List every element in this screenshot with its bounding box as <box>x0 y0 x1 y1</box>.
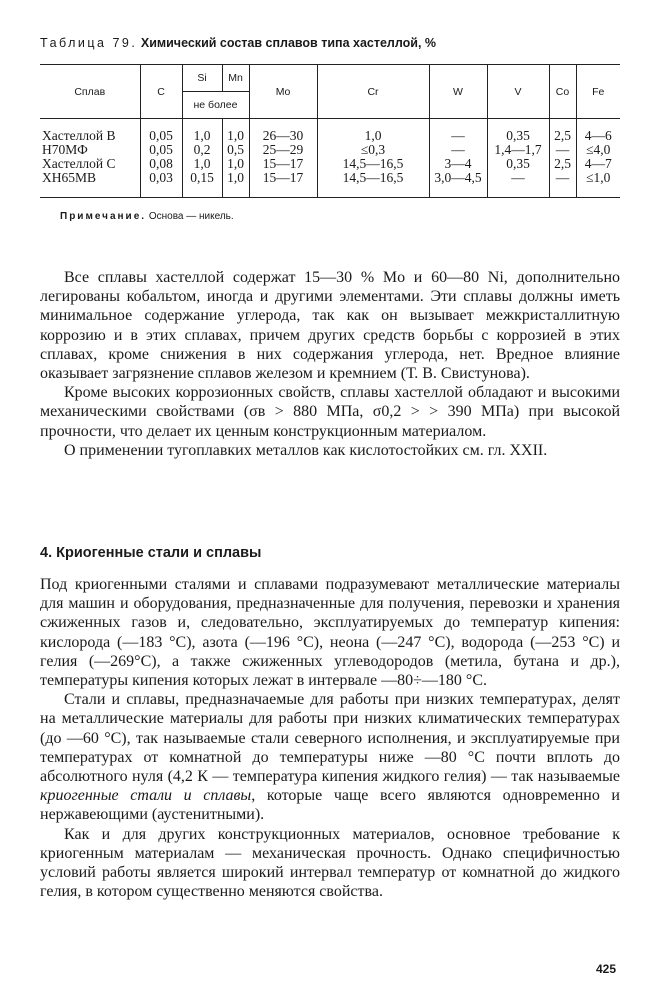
section-heading: 4. Криогенные стали и сплавы <box>40 545 262 561</box>
header-alloy: Сплав <box>40 65 140 119</box>
cell-w: — <box>429 129 487 143</box>
cell-cr: 14,5—16,5 <box>317 171 429 198</box>
paragraph: Кроме высоких коррозионных свойств, сплавы хастеллой обладают и высокими механическими свойствами (σв > 880 МПа, σ0,2 > > 390 МПа) при высокой прочности, что делает их ценным конструкционным материалом. <box>40 384 620 440</box>
cell-cr: ≤0,3 <box>317 143 429 157</box>
cell-mn: 1,0 <box>222 157 249 171</box>
header-co: Co <box>549 65 576 119</box>
cell-co: — <box>549 171 576 198</box>
table-caption-label: Таблица 79. <box>40 36 138 50</box>
cell-fe: ≤1,0 <box>576 171 620 198</box>
cell-mo: 15—17 <box>249 157 317 171</box>
cell-w: — <box>429 143 487 157</box>
table-row <box>40 129 620 143</box>
paragraph-text: Стали и сплавы, предназначаемые для работы при низких температурах, делят на металлические материалы для работы при низких климатических температурах (до —60 °С), так называемые стали северного исполнения, и эксплуатируемые при температурах от комнатной до температуры ниже —80 °С почти вплоть до абсолютного нуля (4,2 К — температура кипения жидкого гелия) — так называемые <box>40 691 620 786</box>
cell-w: 3,0—4,5 <box>429 171 487 198</box>
cell-mn: 1,0 <box>222 129 249 143</box>
cell-cr: 1,0 <box>317 129 429 143</box>
table-row <box>40 157 620 171</box>
cell-mn: 1,0 <box>222 171 249 198</box>
cell-alloy: ХН65МВ <box>42 170 97 185</box>
header-fe: Fe <box>576 65 620 119</box>
cell-c: 0,08 <box>140 157 182 171</box>
cell-si: 0,15 <box>182 171 222 198</box>
cell-si: 0,2 <box>182 143 222 157</box>
cell-mo: 15—17 <box>249 171 317 198</box>
cell-fe: ≤4,0 <box>576 143 620 157</box>
table-caption-title: Химический состав сплавов типа хастеллой, % <box>140 36 437 50</box>
header-cr: Cr <box>317 65 429 119</box>
cell-v: — <box>487 171 549 198</box>
table-row <box>40 171 620 198</box>
paragraph: О применении тугоплавких металлов как кислотостойких см. гл. XXII. <box>64 441 548 459</box>
cell-si: 1,0 <box>182 129 222 143</box>
header-w: W <box>429 65 487 119</box>
cell-alloy: Хастеллой В <box>42 128 116 143</box>
cell-co: — <box>549 143 576 157</box>
table-caption <box>40 36 620 50</box>
cell-fe: 4—6 <box>576 129 620 143</box>
table-note-text: Основа — никель. <box>148 211 234 222</box>
header-c: C <box>140 65 182 119</box>
cell-fe: 4—7 <box>576 157 620 171</box>
paragraph-text: , которые чаще всего являются одновременно и нержавеющими (аустенитными). <box>40 787 620 824</box>
cell-v: 0,35 <box>487 129 549 143</box>
header-max-note: не более <box>182 92 249 119</box>
table-note <box>40 198 620 226</box>
cell-v: 1,4—1,7 <box>487 143 549 157</box>
table-note-label: Примечание. <box>60 211 147 222</box>
paragraph: Как и для других конструкционных материалов, основное требование к криогенным материалам — механическая прочность. Однако специфичностью условий работы является широкий интервал температур от комнатной до жидкого гелия, в котором существенно меняются свойства. <box>40 825 620 901</box>
text-block-bottom <box>40 575 620 901</box>
header-v: V <box>487 65 549 119</box>
cell-cr: 14,5—16,5 <box>317 157 429 171</box>
header-mn: Mn <box>222 65 249 92</box>
cell-mn: 0,5 <box>222 143 249 157</box>
paragraph: Все сплавы хастеллой содержат 15—30 % Mo и 60—80 Ni, дополнительно легированы кобальтом, иногда и другими элементами. Эти сплавы должны иметь минимальное содержание углерода, так как он вызывает межкристаллитную коррозию и в этих сплавах, причем других средств борьбы с коррозией в этих сплавах, кроме снижения в них содержания углерода, нет. Вредное влияние оказывает загрязнение сплавов железом и кремнием (Т. В. Свистунова). <box>40 269 620 383</box>
cell-alloy: Н70МФ <box>42 142 88 157</box>
paragraph <box>40 690 620 824</box>
cell-c: 0,05 <box>140 129 182 143</box>
cell-si: 1,0 <box>182 157 222 171</box>
cell-mo: 25—29 <box>249 143 317 157</box>
paragraph: Под криогенными сталями и сплавами подразумевают металлические материалы для машин и оборудования, предназначенные для получения, перевозки и хранения сжиженных газов и, следовательно, эксплуатируемых до температур кипения: кислорода (—183 °С), азота (—196 °С), неона (—247 °С), водорода (—253 °С) и гелия (—269°С), а также сжиженных углеводородов (метила, бутана и др.), температуры кипения которых лежат в интервале —80÷—180 °С. <box>40 576 620 690</box>
cell-c: 0,05 <box>140 143 182 157</box>
page-number: 425 <box>595 962 616 976</box>
cell-c: 0,03 <box>140 171 182 198</box>
cell-co: 2,5 <box>549 129 576 143</box>
table-row <box>40 143 620 157</box>
cell-alloy: Хастеллой С <box>42 156 116 171</box>
cell-co: 2,5 <box>549 157 576 171</box>
cell-mo: 26—30 <box>249 129 317 143</box>
composition-table <box>40 64 620 225</box>
header-mo: Mo <box>249 65 317 119</box>
emphasized-term: криогенные стали и сплавы <box>40 787 252 805</box>
text-block-top <box>40 268 620 460</box>
cell-v: 0,35 <box>487 157 549 171</box>
header-si: Si <box>182 65 222 92</box>
cell-w: 3—4 <box>429 157 487 171</box>
